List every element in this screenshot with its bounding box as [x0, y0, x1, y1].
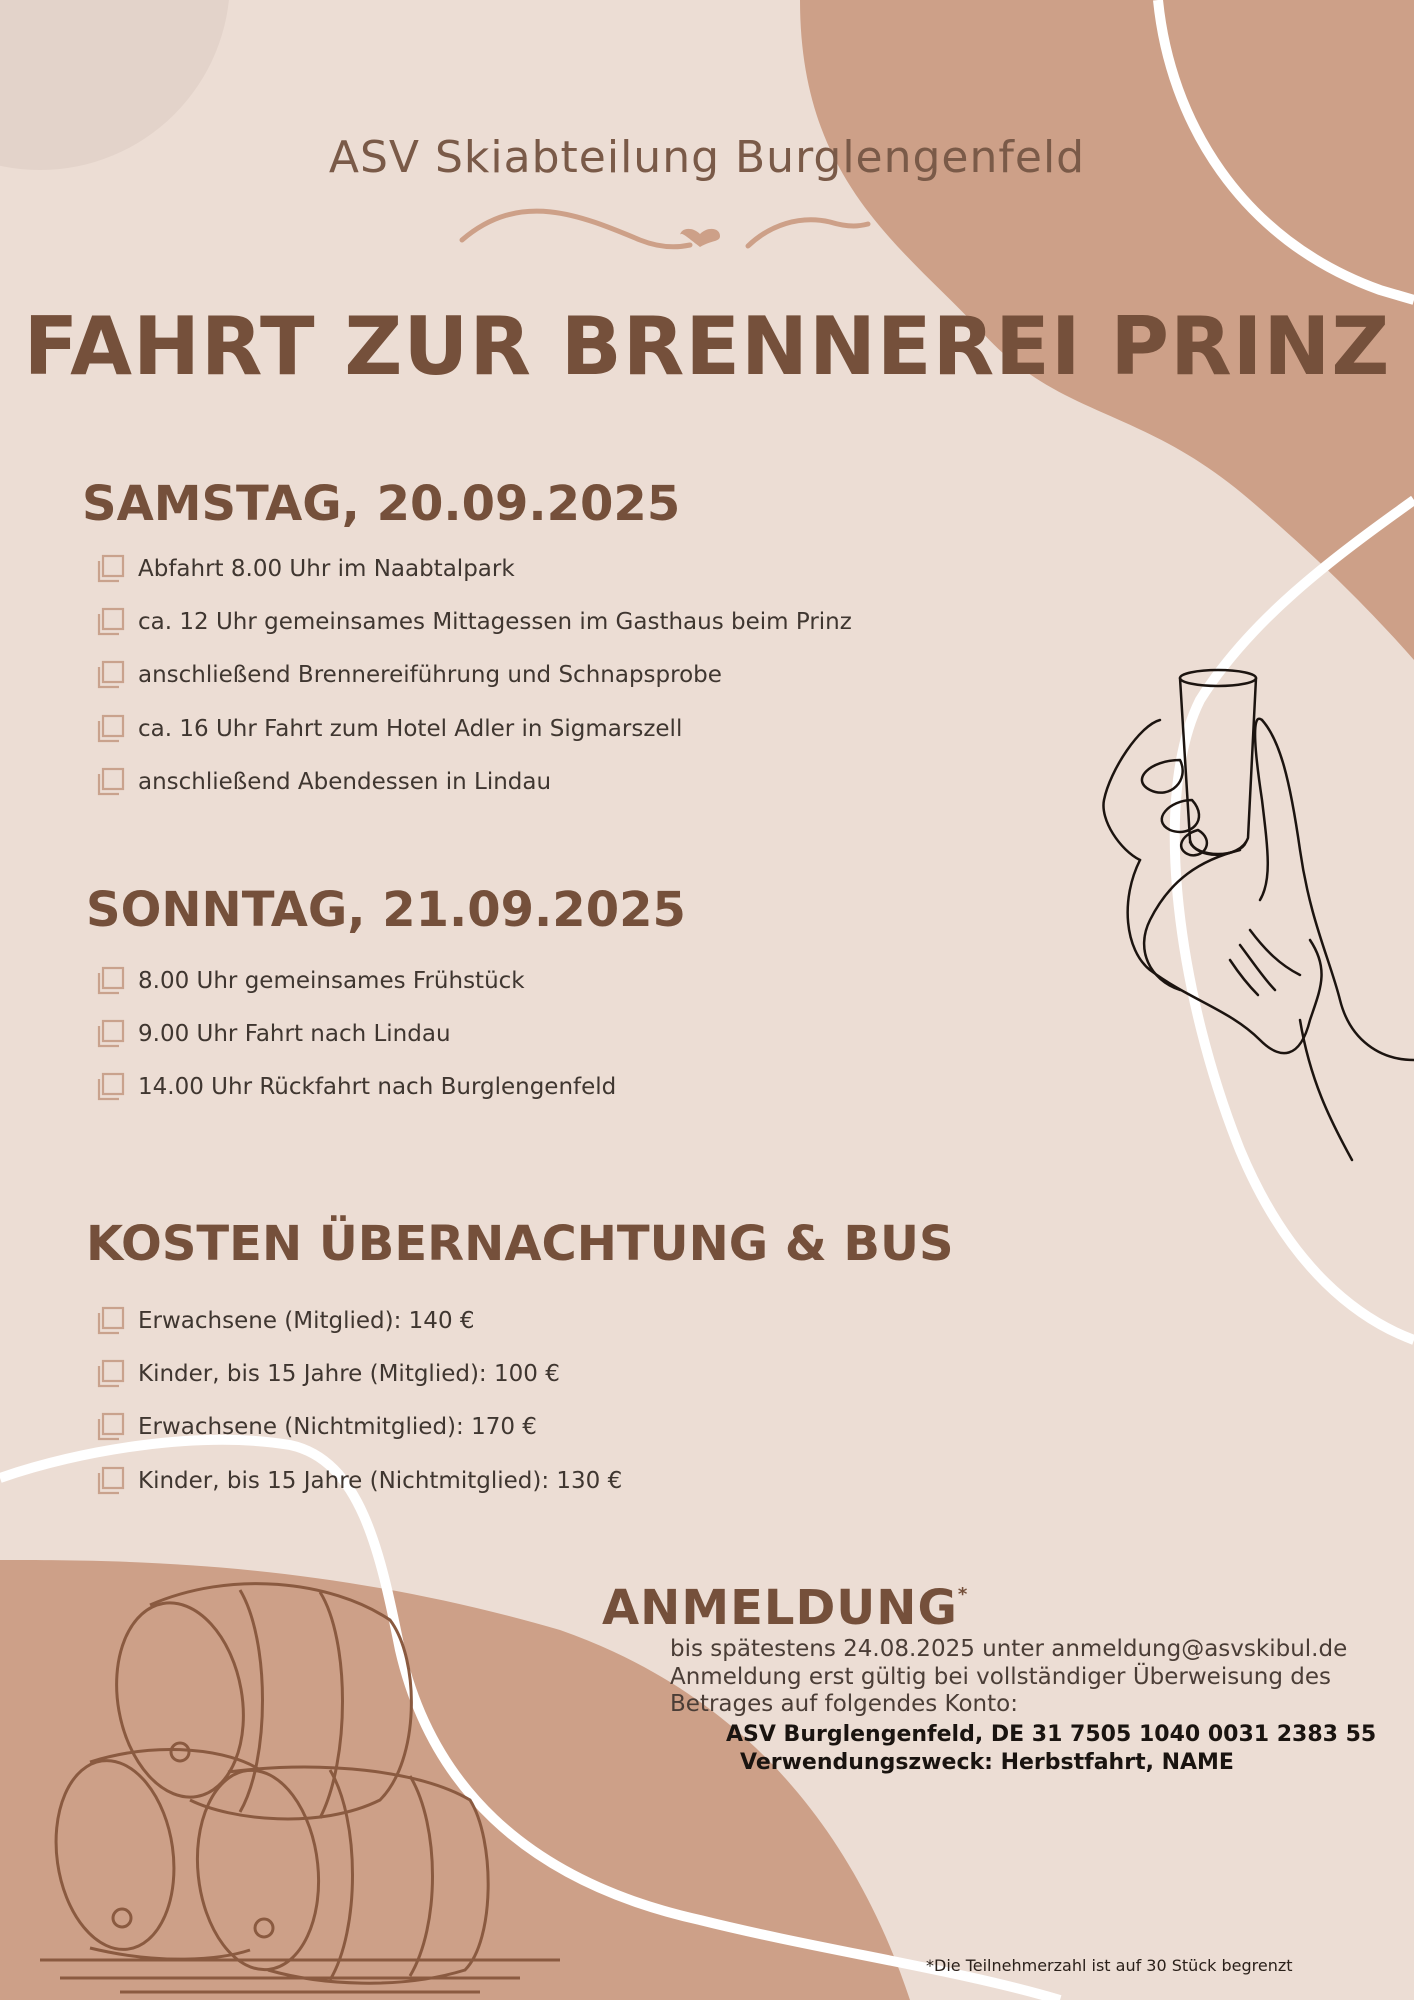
- list-item-text: ca. 12 Uhr gemeinsames Mittagessen im Gasthaus beim Prinz: [138, 608, 852, 635]
- list-item: [94, 1294, 622, 1347]
- checkbox-icon: [94, 765, 128, 799]
- checkbox-icon: [94, 658, 128, 692]
- page-title: FAHRT ZUR BRENNEREI PRINZ: [23, 300, 1391, 393]
- list-item-text: 8.00 Uhr gemeinsames Frühstück: [138, 967, 525, 994]
- checkbox-icon: [94, 1017, 128, 1051]
- registration-line-3: Betrages auf folgendes Konto:: [670, 1691, 1018, 1717]
- costs-list: [94, 1294, 622, 1507]
- registration-line-1: bis spätestens 24.08.2025 unter anmeldung@asvskibul.de: [670, 1636, 1348, 1662]
- list-item-text: anschließend Abendessen in Lindau: [138, 768, 552, 795]
- registration-heading-text: ANMELDUNG: [602, 1580, 958, 1636]
- registration-text: [670, 1636, 1376, 1777]
- checkbox-icon: [94, 964, 128, 998]
- checkbox-icon: [94, 552, 128, 586]
- list-item-text: 14.00 Uhr Rückfahrt nach Burglengenfeld: [138, 1074, 617, 1101]
- checkbox-icon: [94, 1070, 128, 1104]
- checkbox-icon: [94, 1357, 128, 1391]
- checkbox-icon: [94, 1464, 128, 1498]
- list-item: [94, 1007, 616, 1060]
- club-name: ASV Skiabteilung Burglengenfeld: [328, 132, 1086, 183]
- hand-glass-illustration: [1103, 670, 1414, 1160]
- list-item-text: Kinder, bis 15 Jahre (Nichtmitglied): 130 €: [138, 1467, 623, 1494]
- list-item-text: Kinder, bis 15 Jahre (Mitglied): 100 €: [138, 1360, 560, 1387]
- list-item-text: ca. 16 Uhr Fahrt zum Hotel Adler in Sigmarszell: [138, 715, 683, 742]
- list-item: [94, 595, 852, 648]
- footnote: *Die Teilnehmerzahl ist auf 30 Stück begrenzt: [926, 1956, 1293, 1975]
- saturday-list: [94, 542, 852, 808]
- list-item: [94, 1061, 616, 1114]
- list-item: [94, 542, 852, 595]
- checkbox-icon: [94, 1410, 128, 1444]
- sunday-list: [94, 954, 616, 1114]
- registration-heading: [602, 1580, 968, 1636]
- list-item-text: Erwachsene (Mitglied): 140 €: [138, 1307, 475, 1334]
- payment-purpose: Verwendungszweck: Herbstfahrt, NAME: [740, 1749, 1234, 1775]
- list-item: [94, 649, 852, 702]
- list-item-text: Erwachsene (Nichtmitglied): 170 €: [138, 1414, 537, 1441]
- list-item: [94, 755, 852, 808]
- registration-line-2: Anmeldung erst gültig bei vollständiger Überweisung des: [670, 1663, 1331, 1690]
- list-item: [94, 1454, 622, 1507]
- list-item: [94, 1347, 622, 1400]
- list-item-text: 9.00 Uhr Fahrt nach Lindau: [138, 1020, 451, 1047]
- list-item: [94, 1401, 622, 1454]
- list-item: [94, 702, 852, 755]
- bank-account: ASV Burglengenfeld, DE 31 7505 1040 0031 2383 55: [726, 1721, 1377, 1747]
- list-item-text: Abfahrt 8.00 Uhr im Naabtalpark: [138, 555, 515, 582]
- checkbox-icon: [94, 605, 128, 639]
- list-item-text: anschließend Brennereiführung und Schnapsprobe: [138, 662, 722, 689]
- sunday-heading: SONNTAG, 21.09.2025: [86, 882, 686, 938]
- saturday-heading: SAMSTAG, 20.09.2025: [82, 476, 681, 532]
- checkbox-icon: [94, 1304, 128, 1338]
- divider-ornament: [462, 211, 868, 247]
- costs-heading: KOSTEN ÜBERNACHTUNG & BUS: [86, 1216, 954, 1272]
- checkbox-icon: [94, 712, 128, 746]
- registration-asterisk: *: [957, 1584, 969, 1605]
- list-item: [94, 954, 616, 1007]
